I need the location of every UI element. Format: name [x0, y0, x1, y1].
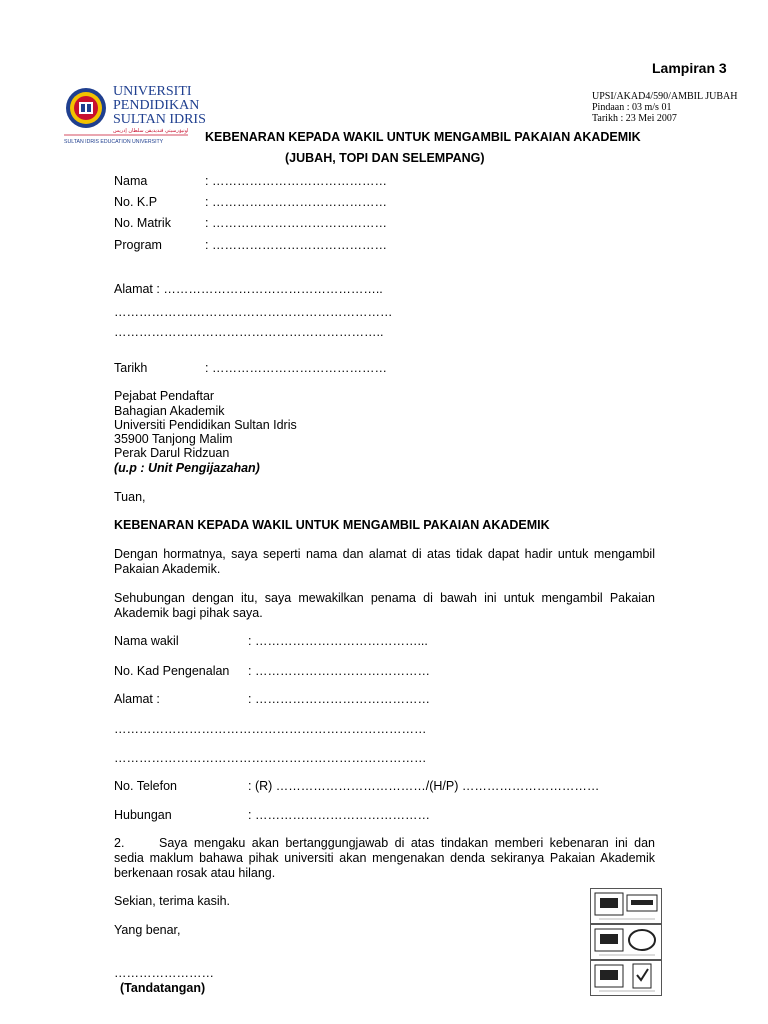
- field-telefon[interactable]: : (R) ………………………………/(H/P) ……………………………: [248, 779, 600, 793]
- ref-pindaan: Pindaan : 03 m/s 01: [592, 102, 672, 113]
- field-matrik[interactable]: : ……………………………………: [205, 216, 387, 230]
- paragraph-2: Sehubungan dengan itu, saya mewakilkan penama di bawah ini untuk mengambil Pakaian Akademik bagi pihak saya.: [114, 591, 655, 620]
- certification-mark-icon: [591, 889, 661, 923]
- logo-line-3: SULTAN IDRIS: [113, 112, 206, 127]
- upsi-crest-icon: [62, 80, 206, 146]
- signature-label: (Tandatangan): [120, 981, 206, 995]
- closing-yours: Yang benar,: [114, 923, 181, 937]
- logo-line-1: UNIVERSITI: [113, 84, 192, 99]
- field-program[interactable]: : ……………………………………: [205, 238, 387, 252]
- certification-mark-icon: [591, 961, 661, 995]
- letter-subject: KEBENARAN KEPADA WAKIL UNTUK MENGAMBIL PAKAIAN AKADEMIK: [114, 518, 550, 532]
- attention-line: (u.p : Unit Pengijazahan): [114, 461, 260, 475]
- field-kp[interactable]: : ……………………………………: [205, 195, 387, 209]
- paragraph-number: 2.: [114, 836, 125, 850]
- field-alamat-wakil-line-3[interactable]: …………………………………………………………………: [114, 751, 427, 765]
- lampiran-label: Lampiran 3: [652, 60, 727, 76]
- field-label-nama-wakil: Nama wakil: [114, 634, 179, 648]
- certification-mark-icon: [591, 925, 661, 959]
- paragraph-3: Saya mengaku akan bertanggungjawab di atas tindakan memberi kebenaran ini dan sedia maklum bahawa pihak universiti akan mengenakan denda sekiranya Pakaian Akademik berkenaan rosak atau hilang.: [114, 836, 655, 880]
- form-title: KEBENARAN KEPADA WAKIL UNTUK MENGAMBIL PAKAIAN AKADEMIK: [205, 130, 641, 144]
- address-line: Universiti Pendidikan Sultan Idris: [114, 418, 297, 432]
- field-label-alamat-wakil: Alamat :: [114, 692, 160, 706]
- certification-logo: [590, 960, 662, 996]
- field-alamat[interactable]: Alamat : ……………………………………………..: [114, 282, 383, 296]
- field-nama[interactable]: : ……………………………………: [205, 174, 387, 188]
- signature-line[interactable]: ……………………: [114, 966, 214, 980]
- field-alamat-line-2[interactable]: ……………….…………………………………………: [114, 305, 393, 319]
- address-line: Bahagian Akademik: [114, 404, 225, 418]
- address-line: Pejabat Pendaftar: [114, 389, 215, 403]
- logo-line-2: PENDIDIKAN: [113, 98, 200, 113]
- field-alamat-wakil[interactable]: : ……………………………………: [248, 692, 430, 706]
- field-label-program: Program: [114, 238, 162, 252]
- field-alamat-line-3[interactable]: ………………………………………………………..: [114, 325, 384, 339]
- address-line: 35900 Tanjong Malim: [114, 432, 233, 446]
- field-label-tarikh: Tarikh: [114, 361, 148, 375]
- field-nama-wakil[interactable]: : …………………………………...: [248, 634, 428, 648]
- certification-logo: [590, 888, 662, 924]
- field-alamat-wakil-line-2[interactable]: …………………………………………………………………: [114, 722, 427, 736]
- university-logo: [62, 80, 206, 146]
- certification-logo: [590, 924, 662, 960]
- ref-number: UPSI/AKAD4/590/AMBIL JUBAH: [592, 91, 738, 102]
- form-subtitle: (JUBAH, TOPI DAN SELEMPANG): [285, 151, 485, 165]
- field-tarikh[interactable]: : ……………………………………: [205, 361, 387, 375]
- logo-jawi: اونيۏرسيتي ڤنديديقن سلطان إدريس: [113, 128, 189, 134]
- field-hubungan[interactable]: : ……………………………………: [248, 808, 430, 822]
- salutation: Tuan,: [114, 490, 146, 504]
- ref-tarikh: Tarikh : 23 Mei 2007: [592, 113, 677, 124]
- closing-thanks: Sekian, terima kasih.: [114, 894, 231, 908]
- address-line: Perak Darul Ridzuan: [114, 446, 230, 460]
- field-label-nama: Nama: [114, 174, 148, 188]
- field-kad-pengenalan[interactable]: : ……………………………………: [248, 664, 430, 678]
- field-label-kad-pengenalan: No. Kad Pengenalan: [114, 664, 230, 678]
- field-label-kp: No. K.P: [114, 195, 158, 209]
- logo-tagline: SULTAN IDRIS EDUCATION UNIVERSITY: [64, 139, 164, 145]
- field-label-matrik: No. Matrik: [114, 216, 171, 230]
- paragraph-1: Dengan hormatnya, saya seperti nama dan alamat di atas tidak dapat hadir untuk mengambil Pakaian Akademik.: [114, 547, 655, 576]
- field-label-hubungan: Hubungan: [114, 808, 172, 822]
- field-label-telefon: No. Telefon: [114, 779, 178, 793]
